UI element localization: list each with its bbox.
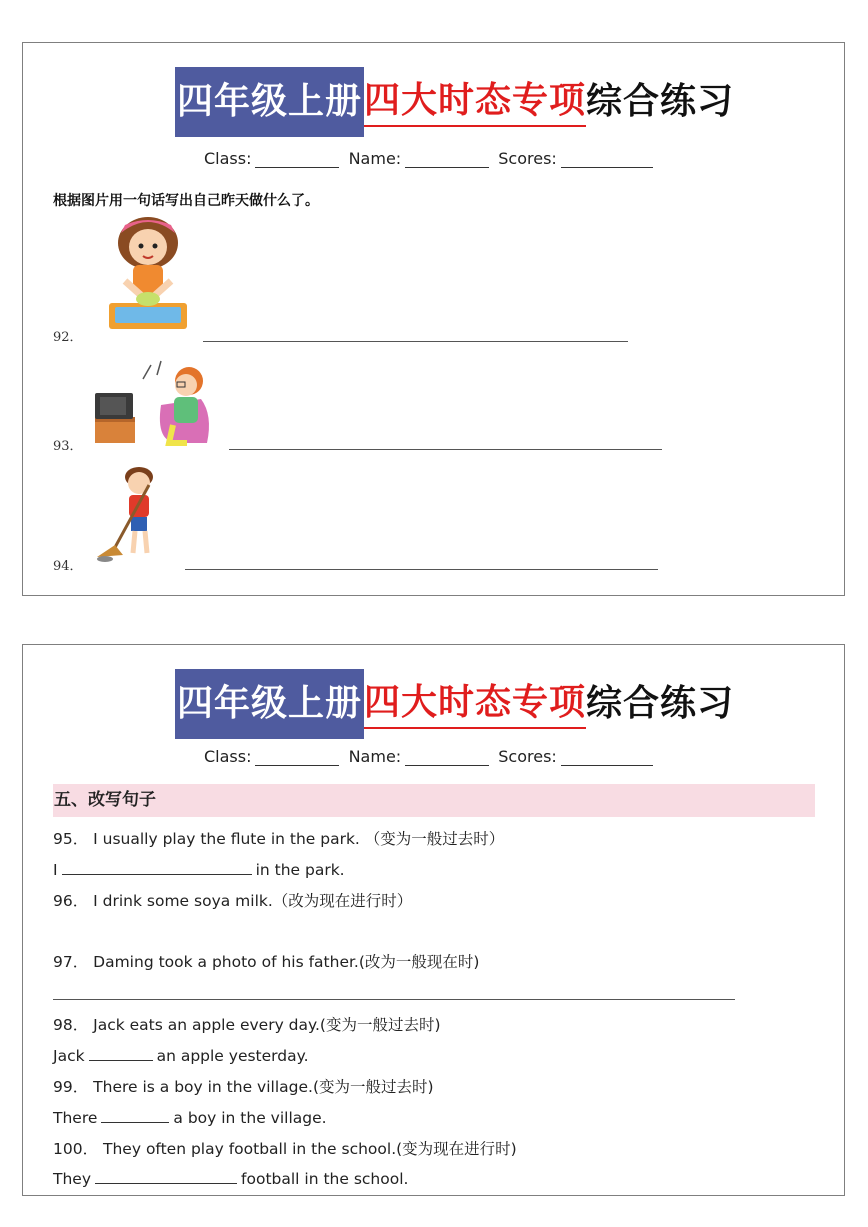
question-99: 99． There is a boy in the village.(变为一般过去时) [53,1078,434,1096]
question-97: 97． Daming took a photo of his father.(改为一般现在时) [53,953,480,971]
answer-99 [53,1106,327,1127]
section-heading: 五、改写句子 [53,784,815,817]
worksheet-page-1 [22,42,845,596]
question-96: 96． I drink some soya milk.（改为现在进行时） [53,892,413,910]
answer-prefix: I [53,861,58,879]
name-label: Name: [348,149,402,168]
instruction-text: 根据图片用一句话写出自己昨天做什么了。 [53,193,319,209]
answer-100 [53,1167,408,1188]
answer-blank[interactable] [101,1106,169,1123]
answer-blank[interactable] [95,1167,237,1184]
boy-sweeping-floor-picture [93,465,173,563]
answer-line[interactable] [53,999,735,1000]
class-label: Class: [204,747,252,766]
page-title [175,669,734,739]
name-field[interactable] [405,147,489,168]
answer-prefix: Jack [53,1047,85,1065]
class-field[interactable] [255,745,339,766]
page-title [175,67,734,137]
scores-field[interactable] [561,147,653,168]
answer-suffix: a boy in the village. [173,1109,327,1127]
class-label: Class: [204,149,252,168]
worksheet-page-2 [22,644,845,1196]
class-field[interactable] [255,147,339,168]
title-practice: 综合练习 [586,683,735,724]
name-label: Name: [348,747,402,766]
scores-field[interactable] [561,745,653,766]
answer-suffix: an apple yesterday. [156,1047,309,1065]
answer-95 [53,858,345,879]
answer-blank[interactable] [89,1044,153,1061]
answer-line[interactable] [203,341,628,342]
question-95: 95． I usually play the flute in the park. （变为一般过去时） [53,830,505,848]
answer-line[interactable] [229,449,662,450]
answer-line[interactable] [185,569,658,570]
student-info [204,147,657,175]
question-number: 93． [53,439,83,454]
title-grade: 四年级上册 [175,67,364,137]
title-grade: 四年级上册 [175,669,364,739]
answer-98 [53,1044,309,1065]
student-info [204,745,657,773]
title-topic: 四大时态专项 [364,679,586,729]
question-number: 92． [53,330,83,345]
answer-blank[interactable] [62,858,252,875]
answer-prefix: There [53,1109,98,1127]
scores-label: Scores: [498,747,557,766]
name-field[interactable] [405,745,489,766]
answer-suffix: football in the school. [241,1170,409,1188]
question-number: 94． [53,559,83,574]
answer-suffix: in the park. [255,861,345,879]
title-topic: 四大时态专项 [364,77,586,127]
question-100: 100． They often play football in the school.(变为现在进行时) [53,1140,517,1158]
question-98: 98． Jack eats an apple every day.(变为一般过去时) [53,1016,441,1034]
scores-label: Scores: [498,149,557,168]
answer-prefix: They [53,1170,92,1188]
boy-watching-tv-picture [91,355,213,447]
title-practice: 综合练习 [586,81,735,122]
girl-washing-clothes-picture [103,215,193,333]
